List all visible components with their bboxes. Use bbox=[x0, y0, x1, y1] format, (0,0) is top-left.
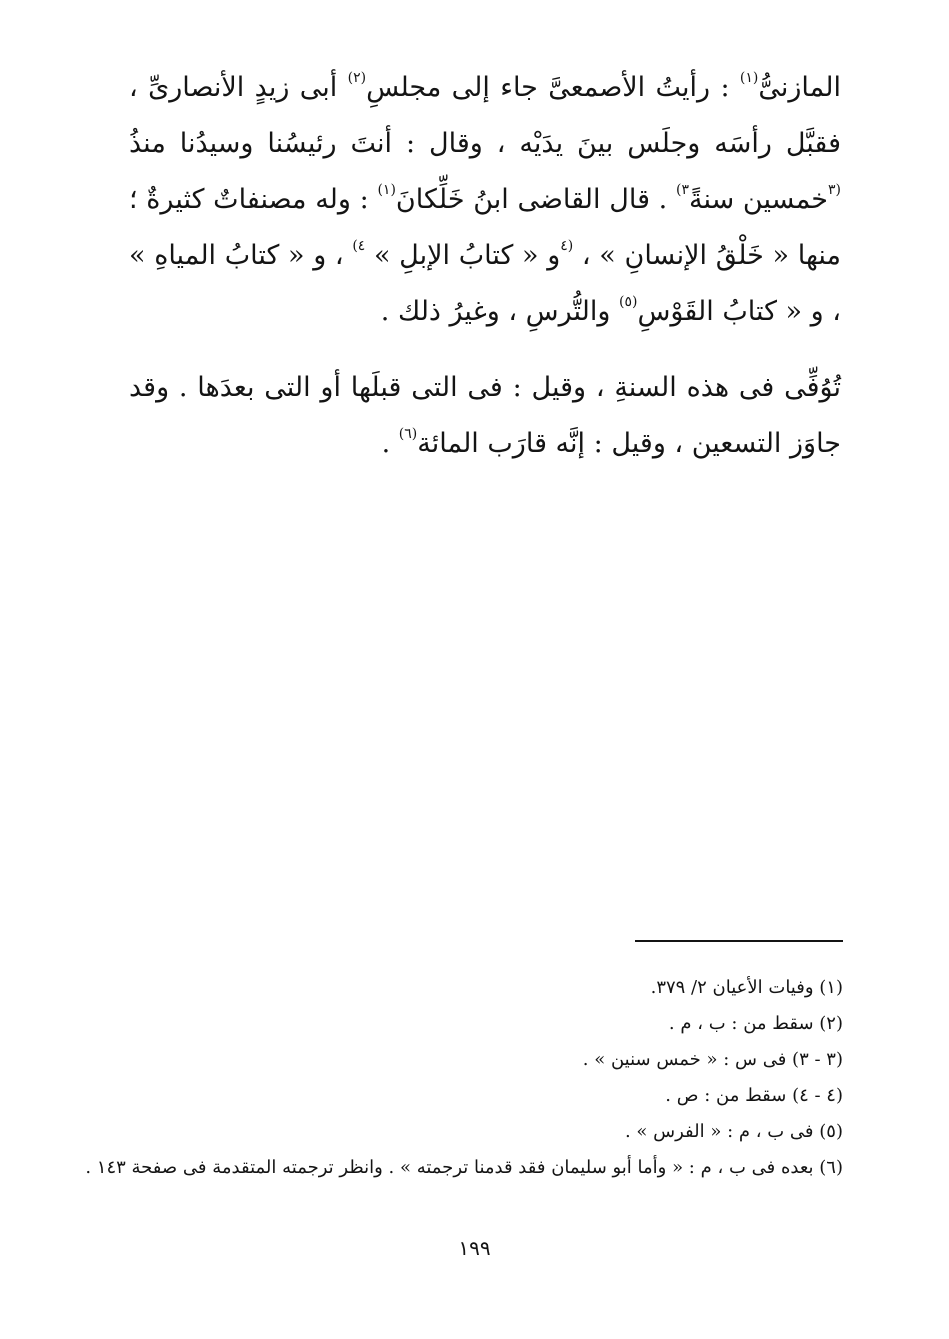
p1-seg-2: : رأيتُ الأصمعىَّ جاء إلى مجلسِ bbox=[366, 72, 740, 103]
page-number: ١٩٩ bbox=[458, 1236, 491, 1260]
footnote-ref-1b: (١) bbox=[377, 182, 396, 198]
footnote-ref-3-close: ٣) bbox=[675, 182, 689, 198]
p2-seg-2: . bbox=[381, 428, 399, 459]
footnote-4: (٤ - ٤) سقط من : ص . bbox=[665, 1085, 843, 1106]
paragraph-1-text bbox=[129, 60, 841, 340]
footnote-ref-5: (٥) bbox=[618, 294, 638, 310]
p1-seg-5: . قال القاضى ابنُ خَلِّكانَ bbox=[395, 184, 676, 215]
footnote-3: (٣ - ٣) فى س : « خمس سنين » . bbox=[582, 1049, 843, 1070]
footnote-separator bbox=[635, 940, 843, 942]
footnote-5: (٥) فى ب ، م : « الفرس » . bbox=[624, 1121, 843, 1142]
p1-seg-1: المازنىُّ bbox=[758, 72, 841, 103]
footnote-6: (٦) بعده فى ب ، م : « وأما أبو سليمان فقد قدمنا ترجمته » . وانظر ترجمته المتقدمة فى صفحة ١٤٣ . bbox=[85, 1157, 843, 1178]
footnote-2: (٢) سقط من : ب ، م . bbox=[668, 1013, 843, 1034]
footnote-ref-6: (٦) bbox=[398, 426, 418, 442]
footnote-ref-4-open: (٤ bbox=[560, 238, 574, 254]
footnote-ref-4-close: ٤) bbox=[352, 238, 366, 254]
footnote-ref-2: (٢) bbox=[347, 70, 367, 86]
main-text bbox=[129, 60, 841, 472]
p2-seg-1: تُوُفِّى فى هذه السنةِ ، وقيل : فى التى قبلَها أو التى بعدَها . وقد جاوَز التسعين ، وقيل : إنَّه قارَب المائة bbox=[129, 372, 841, 459]
paragraph-1 bbox=[129, 60, 841, 340]
p1-seg-4: خمسين سنةً bbox=[688, 184, 829, 215]
paragraph-2-text bbox=[129, 360, 841, 472]
footnote-ref-1: (١) bbox=[739, 70, 759, 86]
footnotes bbox=[85, 970, 843, 1186]
footnote-ref-3-open: (٣ bbox=[828, 182, 842, 198]
p1-seg-7: و « كتابُ الإبلِ » bbox=[365, 240, 561, 271]
p1-seg-8: ، و « كتابُ المياهِ » ، و « كتابُ القَوْسِ bbox=[129, 240, 841, 327]
p1-seg-3: أبى زيدٍ الأنصارىِّ ، فقبَّل رأسَه وجلَس بينَ يدَيْه ، وقال : أنتَ رئيسُنا وسيدُنا منذُ bbox=[129, 72, 841, 159]
p1-seg-9: والتُّرسِ ، وغيرُ ذلك . bbox=[380, 296, 619, 327]
p1-seg-6: : وله مصنفاتٌ كثيرةٌ ؛ منها « خَلْقُ الإنسانِ » ، bbox=[129, 184, 841, 271]
paragraph-2 bbox=[129, 360, 841, 472]
footnote-1: (١) وفيات الأعيان ٢/ ٣٧٩. bbox=[650, 977, 843, 998]
